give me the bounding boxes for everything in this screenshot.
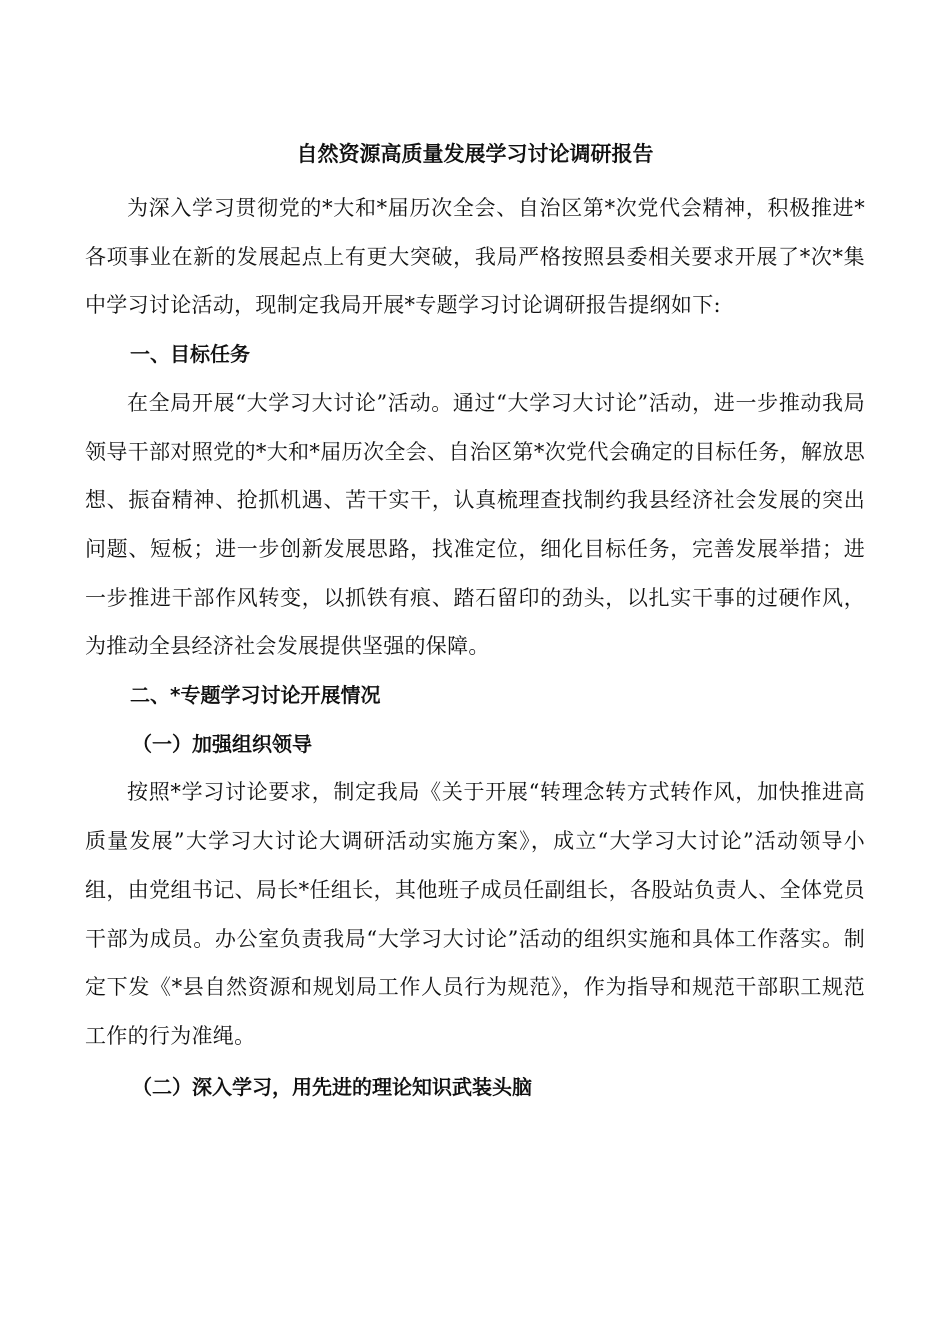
intro-paragraph: 为深入学习贯彻党的*大和*届历次全会、自治区第*次党代会精神，积极推进*各项事业在新的发展起点上有更大突破，我局严格按照县委相关要求开展了*次*集中学习讨论活动，现制定我局开展*专题学习讨论调研报告提纲如下:: [85, 196, 865, 318]
subheading-leadership: （一）加强组织领导: [132, 731, 312, 756]
document-body: [85, 136, 865, 1111]
section-heading-progress: 二、*专题学习讨论开展情况: [130, 683, 381, 708]
document-title: 自然资源高质量发展学习讨论调研报告: [296, 142, 654, 166]
section-heading-goals: 一、目标任务: [130, 342, 250, 367]
goals-paragraph: 在全局开展“大学习大讨论”活动。通过“大学习大讨论”活动，进一步推动我局领导干部对照党的*大和*届历次全会、自治区第*次党代会确定的目标任务，解放思想、振奋精神、抢抓机遇、苦干实干，认真梳理查找制约我县经济社会发展的突出问题、短板；进一步创新发展思路，找准定位，细化目标任务，完善发展举措；进一步推进干部作风转变，以抓铁有痕、踏石留印的劲头，以扎实干事的过硬作风，为推动全县经济社会发展提供坚强的保障。: [85, 390, 865, 659]
leadership-paragraph: 按照*学习讨论要求，制定我局《关于开展“转理念转方式转作风，加快推进高质量发展”大学习大讨论大调研活动实施方案》，成立“大学习大讨论”活动领导小组，由党组书记、局长*任组长，其他班子成员任副组长，各股站负责人、全体党员干部为成员。办公室负责我局“大学习大讨论”活动的组织实施和具体工作落实。制定下发《*县自然资源和规划局工作人员行为规范》，作为指导和规范干部职工规范工作的行为准绳。: [85, 780, 865, 1048]
subheading-study: （二）深入学习，用先进的理论知识武装头脑: [132, 1074, 532, 1099]
